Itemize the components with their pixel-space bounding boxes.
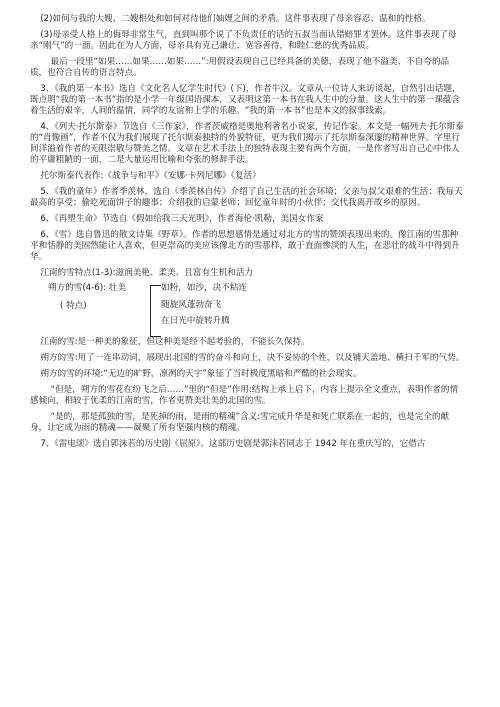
brace-shape xyxy=(150,285,161,337)
paragraph-north-snow-environment: 朔方的雪的环境:“无边的旷野，凛冽的天宇”象征了当时极度黑暗和严酷的社会现实。 xyxy=(40,368,362,379)
paragraph-mother-spirit: (3)母亲受人格上的侮辱非常生气，直到叫那个说了不负责任的话的五叔当面认错赔罪才罢休。这件事表现了母亲“刚气”的一面。因此在为人方面，母亲具有克己谦让、宽容善待，和睦仁慈的优秀品质。 xyxy=(30,29,457,51)
paragraph-lonely-snow: “是的，那是孤独的雪，是死掉的雨，是雨的精魂”含义:雪完成升华是和死亡联系在一起的，也是完全的献身，让它成为雨的精魂——凝聚了所有坚强内核的精魂。 xyxy=(30,411,450,433)
north-snow-sub-label: ( 特点) xyxy=(60,300,87,311)
paragraph-snow: 6、《雪》选自鲁迅的散文诗集《野草》。作者的思想感情是通过对北方的雪的赞颂表现出来的。像江南的雪那种平和恬静的美固然能让人喜欢，但更崇高的美应该像北方的雪那样，敢于直面惨淡的人生，在悲壮的战斗中得到升华。 xyxy=(30,229,460,262)
north-snow-item: 在日光中旋转升腾 xyxy=(161,315,230,326)
paragraph-thunder-ode: 7、《雷电颂》选自郭沫若的历史剧《屈原》。这部历史剧是郭沫若同志于 1942 年在重庆写的，它借古 xyxy=(40,438,426,449)
north-snow-label: 朔方的雪(4-6): 壮美 xyxy=(48,283,126,294)
paragraph-last-section: 最后一段里“如果……如果……如果……”:用假设表现自己已经具备的美德，表现了他不溢美、不自夸的品质，也符合自传的语言特点。 xyxy=(30,56,450,78)
paragraph-reshape-life: 6、《再塑生命》节选自《假如给我三天光明》，作者海伦·凯勒，美国女作家 xyxy=(40,213,324,224)
paragraph-jiangnan-snow: 江南的雪特点(1-3):滋润美艳、柔美、且富有生机和活力 xyxy=(40,267,254,278)
paragraph-mother-temper: (2)如何与我的大嫂、二嫂相处和如何对待他们妯娌之间的矛盾。这件事表现了母亲容忍、温和的性格。 xyxy=(40,14,431,24)
paragraph-jiangnan-symbol: 江南的雪:是一种美的象征，但这种美是经不起考验的，不能长久保持。 xyxy=(40,337,310,348)
paragraph-first-book: 3、《我的第一本书》选自《文化名人忆学生时代》(下)，作者牛汉。文章从一位诗人来访谈起，自然引出话题，既点明“我的第一本书”指的是小学一年级国语课本，又表明这第一本书在我人生中的分量。这人生中的第一课蕴含着生活的艰辛，人间的温情，同学的友谊和上学的乐趣。“我的第一本书”也是本文的叙事线索。 xyxy=(30,83,461,116)
paragraph-my-childhood: 5、《我的童年》作者季羡林，选自《季羡林自传》介绍了自己生活的社会环境；父亲与叔父艰难的生活；我每天最高的享受；偷吃死面饼子的趣事；介绍我的启蒙老师；回忆童年时的小伙伴；交代我离开故乡的原因。 xyxy=(30,186,463,208)
paragraph-but-function: “但是，朔方的雪花在纷飞之后……”里的“但是”作用:结构上承上启下，内容上提示全文重点，表明作者的情感倾向，相较于优柔的江南的雪，作者更赞美壮美的北国的雪。 xyxy=(30,384,459,406)
paragraph-tolstoy-works: 托尔斯泰代表作:《战争与和平》《安娜·卡列尼娜》《复活》 xyxy=(40,171,261,182)
paragraph-north-snow-verbs: 朔方的雪:用了一连串动词，展现出北国的雪的奋斗和向上，决不妥协的个性，以及铺天盖地、横扫千军的气势。 xyxy=(40,353,465,364)
north-snow-items xyxy=(161,283,247,337)
paragraph-tolstoy: 4、《列夫·托尔斯泰》节选自《三作家》，作者茨威格是奥地利著名小说家，传记作家。本文是一幅列夫·托尔斯泰的“肖像画”，作者不仅为我们展现了托尔斯泰独特的外貌特征，更为我们揭示了托尔斯泰深邃的精神世界。字里行间洋溢着作者的无限崇敬与赞美之情。文章在艺术手法上的独特表现主要有两个方面，一是作者写出自己心中伟人的平庸粗陋的一面，二是大量运用比喻和夸张的修辞手法。 xyxy=(30,121,464,166)
north-snow-diagram xyxy=(48,283,466,337)
north-snow-item: 如粉，如沙，决不粘连 xyxy=(161,283,247,294)
north-snow-label-group xyxy=(48,283,150,337)
north-snow-item: 随旋风蓬勃奋飞 xyxy=(161,299,222,310)
